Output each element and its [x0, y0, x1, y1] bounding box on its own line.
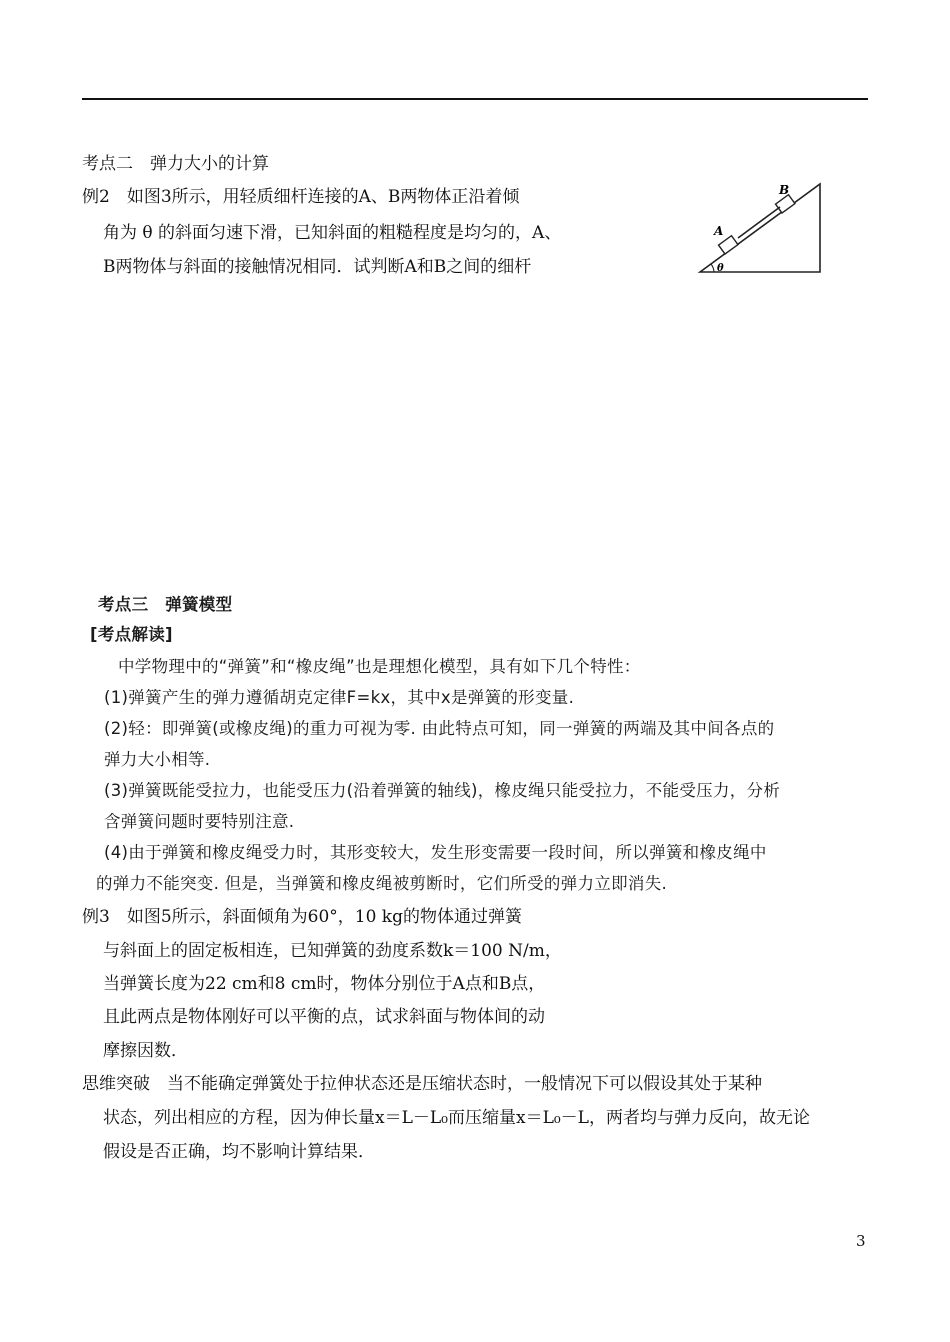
- section3-line: 含弹簧问题时要特别注意.: [104, 812, 295, 831]
- thinking-line1: 思维突破 当不能确定弹簧处于拉伸状态还是压缩状态时，一般情况下可以假设其处于某种: [82, 1074, 762, 1094]
- section3-line: 中学物理中的“弹簧”和“橡皮绳”也是理想化模型，具有如下几个特性：: [118, 657, 641, 676]
- example3-line3: 当弹簧长度为22 cm和8 cm时，物体分别位于A点和B点，: [103, 974, 546, 994]
- thinking-line2: 状态，列出相应的方程，因为伸长量x＝L－L₀而压缩量x＝L₀－L，两者均与弹力反向，故无论: [103, 1108, 810, 1128]
- example3-line2: 与斜面上的固定板相连，已知弹簧的劲度系数k＝100 N/m，: [103, 941, 562, 961]
- example3-line4: 且此两点是物体刚好可以平衡的点，试求斜面与物体间的动: [103, 1007, 545, 1027]
- incline-figure: [696, 180, 826, 276]
- section3-line: 弹力大小相等.: [104, 750, 211, 769]
- example3-line1: 例3 如图5所示，斜面倾角为60°，10 kg的物体通过弹簧: [82, 907, 522, 927]
- example2-line1: 例2 如图3所示，用轻质细杆连接的A、B两物体正沿着倾: [82, 187, 520, 207]
- section3-line: (3)弹簧既能受拉力，也能受压力(沿着弹簧的轴线)，橡皮绳只能受拉力，不能受压力，分析: [104, 781, 781, 800]
- figure-label-a: A: [714, 224, 724, 238]
- figure-label-b: B: [779, 183, 790, 197]
- section3-heading: 考点三 弹簧模型: [98, 595, 233, 614]
- figure-label-angle: θ: [717, 263, 724, 274]
- thinking-line3: 假设是否正确，均不影响计算结果．: [103, 1142, 375, 1162]
- section3-line: (2)轻：即弹簧(或橡皮绳)的重力可视为零. 由此特点可知，同一弹簧的两端及其中间各点的: [104, 719, 775, 738]
- section2-heading: 考点二 弹力大小的计算: [82, 154, 269, 174]
- section3-line: (1)弹簧产生的弹力遵循胡克定律F=kx，其中x是弹簧的形变量.: [104, 688, 575, 707]
- section3-line: 的弹力不能突变. 但是，当弹簧和橡皮绳被剪断时，它们所受的弹力立即消失.: [96, 874, 668, 893]
- section3-line: (4)由于弹簧和橡皮绳受力时，其形变较大，发生形变需要一段时间，所以弹簧和橡皮绳中: [104, 843, 767, 862]
- example2-line3: B两物体与斜面的接触情况相同．试判断A和B之间的细杆: [103, 257, 532, 277]
- header-rule: [82, 98, 868, 100]
- example3-line5: 摩擦因数．: [103, 1041, 188, 1061]
- page-number: 3: [856, 1232, 866, 1250]
- example2-line2: 角为 θ 的斜面匀速下滑，已知斜面的粗糙程度是均匀的，A、: [103, 223, 562, 243]
- section3-subheading: [考点解读]: [90, 625, 173, 644]
